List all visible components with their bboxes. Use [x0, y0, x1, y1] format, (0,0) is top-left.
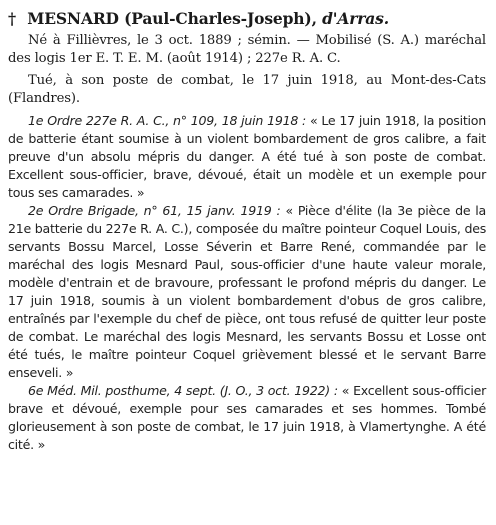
cross-symbol: † [8, 9, 16, 28]
surname: MESNARD [27, 9, 119, 28]
citation-2 [8, 202, 486, 382]
given-names: (Paul-Charles-Joseph), [124, 9, 317, 28]
citation-3-ref: 6e Méd. Mil. posthume, 4 sept. (J. O., 3 oct. 1922) : [28, 383, 338, 399]
citation-1 [8, 112, 486, 202]
citation-3-text: « Excellent sous-officier brave et dévoué, exemple pour ses camarades et ses hommes. Tombé glorieusement à son poste de combat, le 17 juin 1918, à Vlamertynghe. A été cité. » [8, 383, 486, 453]
citation-2-text: « Pièce d'élite (la 3e pièce de la 21e batterie du 227e R. A. C.), composée du maître pointeur Coquel Louis, des servants Bossu Marcel, Losse Séverin et Barre René, commandée par le maréchal des logis Mesnard Paul, sous-officier d'une haute valeur morale, modèle d'entrain et de bravoure, professant le profond mépris du danger. Le 17 juin 1918, soumis à un violent bombardement d'obus de gros calibre, entraînés par l'exemple du chef de pièce, ont tous refusé de quitter leur poste de combat. Le maréchal des logis Mesnard, les servants Bossu et Losse ont été tués, le maître pointeur Coquel grièvement blessé et le servant Barre enseveli. » [8, 203, 486, 381]
citation-3 [8, 382, 486, 454]
citation-1-ref: 1e Ordre 227e R. A. C., n° 109, 18 juin 1918 : [28, 113, 307, 129]
entry-heading [8, 8, 486, 30]
city: d'Arras. [322, 9, 390, 28]
biography: Né à Fillièvres, le 3 oct. 1889 ; sémin. — Mobilisé (S. A.) maréchal des logis 1er E. T. E. M. (août 1914) ; 227e R. A. C. [8, 33, 486, 67]
death-notice: Tué, à son poste de combat, le 17 juin 1918, au Mont-des-Cats (Flandres). [8, 73, 486, 107]
citation-1-text: « Le 17 juin 1918, la position de batterie étant soumise à un violent bombardement de gros calibre, a fait preuve d'un absolu mépris du danger. A été tué à son poste de combat. Excellent sous-officier, brave, dévoué, était un modèle et un exemple pour tous ses camarades. » [8, 113, 486, 201]
citation-2-ref: 2e Ordre Brigade, n° 61, 15 janv. 1919 : [28, 203, 281, 219]
